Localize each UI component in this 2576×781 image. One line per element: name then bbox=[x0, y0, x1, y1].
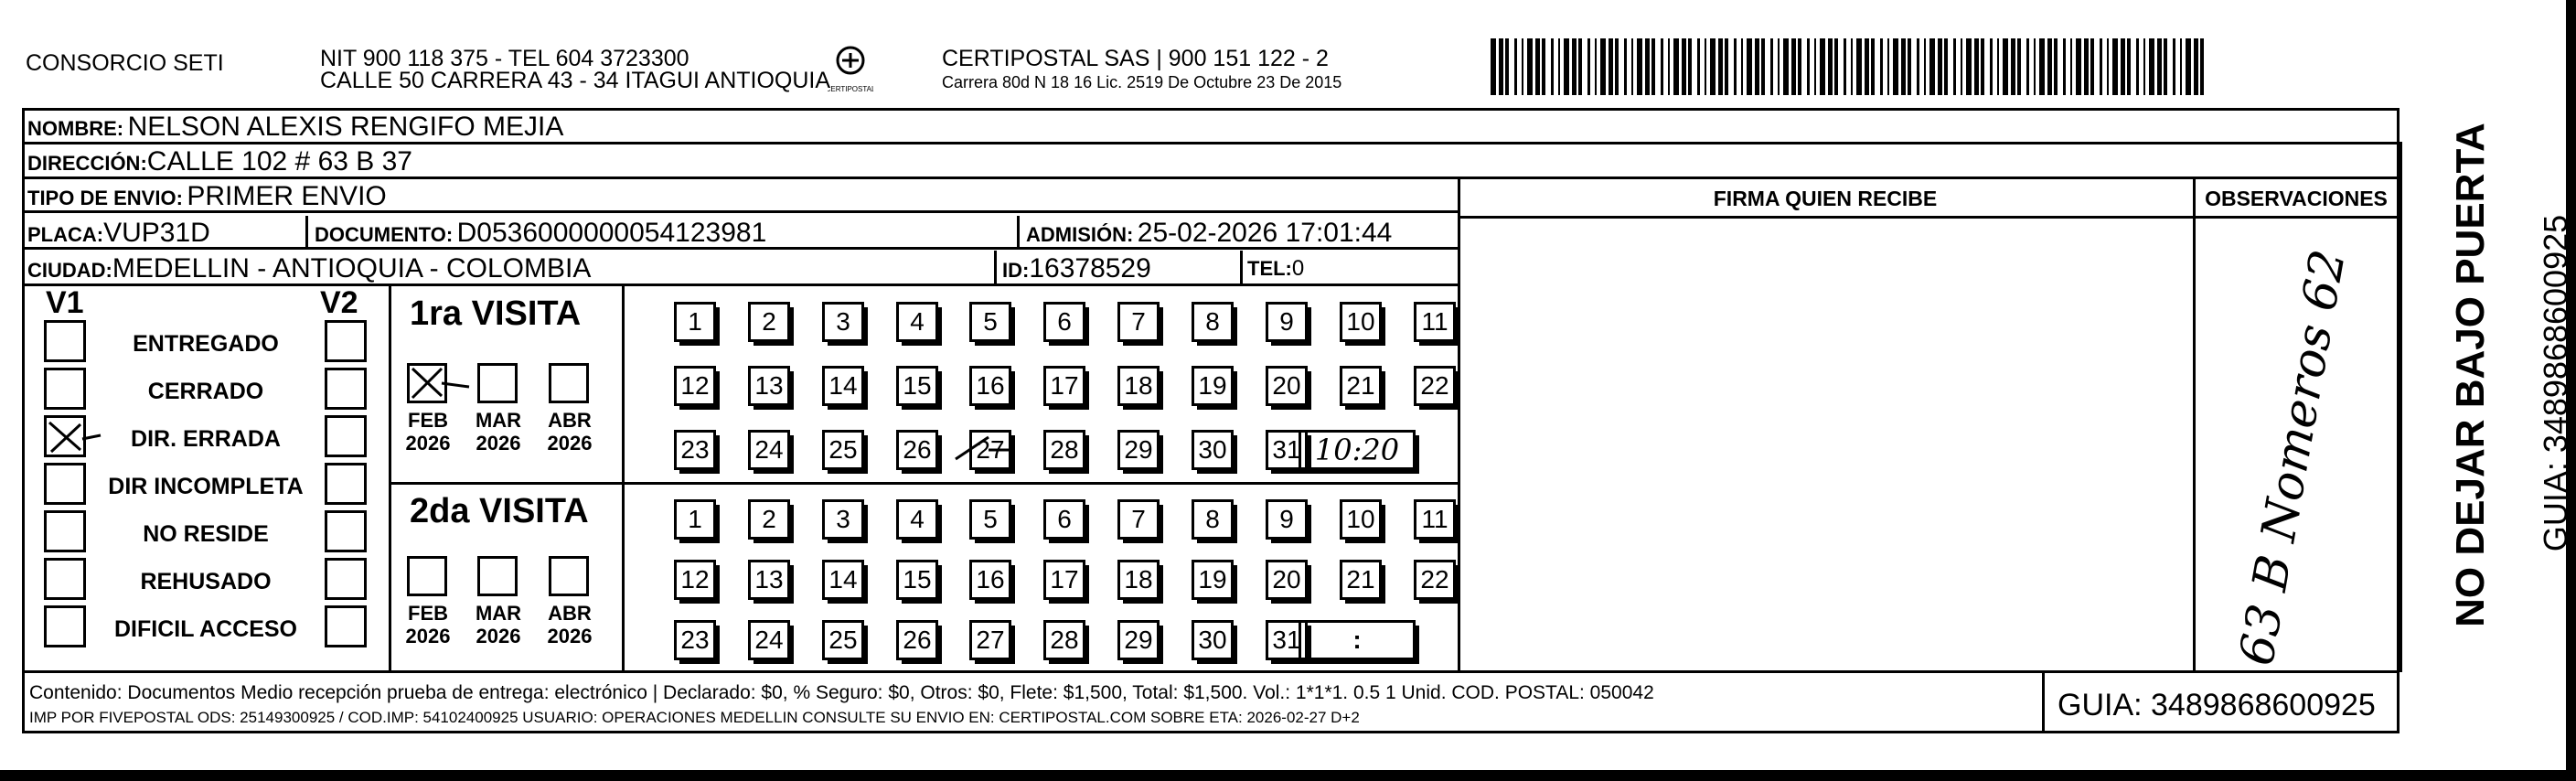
nombre-value: NELSON ALEXIS RENGIFO MEJIA bbox=[127, 112, 564, 142]
visit1-month-name: ABR bbox=[548, 409, 592, 432]
side-warning: NO DEJAR BAJO PUERTA bbox=[2448, 123, 2493, 627]
barcode-bar bbox=[2070, 38, 2072, 95]
visit1-month-year: 2026 bbox=[405, 432, 451, 455]
visit2-month-checkbox[interactable] bbox=[549, 556, 589, 596]
visit1-day-box[interactable]: 26 bbox=[896, 430, 938, 470]
barcode-bar bbox=[1908, 38, 1911, 95]
address-line: CALLE 50 CARRERA 43 - 34 ITAGUI ANTIOQUIA bbox=[320, 68, 831, 93]
visit1-day-box[interactable]: 21 bbox=[1340, 366, 1382, 406]
visit1-month-checkbox[interactable] bbox=[549, 363, 589, 403]
visit2-title: 2da VISITA bbox=[410, 492, 589, 530]
visit2-day-box[interactable]: 22 bbox=[1414, 560, 1456, 600]
barcode-bar bbox=[1778, 38, 1780, 95]
visit1-day-box[interactable]: 3 bbox=[822, 302, 864, 342]
visit2-day-box[interactable]: 17 bbox=[1043, 560, 1085, 600]
visit1-month-year: 2026 bbox=[476, 432, 521, 455]
barcode-bar bbox=[1705, 38, 1706, 95]
barcode-bar bbox=[1828, 38, 1833, 95]
visit1-day-box[interactable]: 18 bbox=[1117, 366, 1160, 406]
visit2-month-name: MAR bbox=[475, 602, 522, 625]
barcode-bar bbox=[1865, 38, 1869, 95]
v2-checkbox[interactable] bbox=[325, 320, 367, 362]
imp-text: IMP POR FIVEPOSTAL ODS: 25149300925 / COD.IMP: 54102400925 USUARIO: OPERACIONES MEDELLIN CONSULTE SU ENVIO EN: CERTIPOSTAL.COM SOBRE ETA: 2026-02-27 D+2 bbox=[29, 709, 1360, 726]
visit2-day-box[interactable]: 28 bbox=[1043, 620, 1085, 660]
license-line: Carrera 80d N 18 16 Lic. 2519 De Octubre 23 De 2015 bbox=[942, 73, 1342, 91]
visit1-day-box[interactable]: 1 bbox=[674, 302, 716, 342]
visit2-day-box[interactable]: 4 bbox=[896, 499, 938, 540]
visit2-day-box[interactable]: 23 bbox=[674, 620, 716, 660]
barcode-bar bbox=[1844, 38, 1846, 95]
visit2-month-checkbox[interactable] bbox=[407, 556, 447, 596]
ciudad-value: MEDELLIN - ANTIOQUIA - COLOMBIA bbox=[112, 253, 592, 284]
barcode-bar bbox=[1851, 38, 1853, 95]
visit2-day-box[interactable]: 10 bbox=[1340, 499, 1382, 540]
nit-line: NIT 900 118 375 - TEL 604 3723300 bbox=[320, 46, 689, 71]
v2-checkbox[interactable] bbox=[325, 463, 367, 505]
visit1-day-box[interactable]: 16 bbox=[969, 366, 1011, 406]
visit1-day-box[interactable]: 29 bbox=[1117, 430, 1160, 470]
visit2-day-box[interactable]: 16 bbox=[969, 560, 1011, 600]
visit2-day-box[interactable]: 11 bbox=[1414, 499, 1456, 540]
barcode-bar bbox=[1834, 38, 1838, 95]
barcode-bar bbox=[2090, 38, 2094, 95]
visit2-day-box[interactable]: 31 bbox=[1266, 620, 1308, 660]
status-right-line bbox=[389, 284, 391, 672]
barcode-bar bbox=[1798, 38, 1801, 95]
status-option-label: ENTREGADO bbox=[133, 331, 279, 357]
barcode-bar bbox=[2047, 38, 2052, 95]
company-name: CONSORCIO SETI bbox=[26, 50, 224, 76]
barcode-bar bbox=[1564, 38, 1569, 95]
tel-value: 0 bbox=[1291, 256, 1305, 281]
visit1-month-checkbox[interactable] bbox=[477, 363, 518, 403]
barcode-bar bbox=[1741, 38, 1743, 95]
barcode-bar bbox=[1624, 38, 1627, 95]
observaciones-left-line bbox=[2193, 177, 2196, 670]
observaciones-area bbox=[2207, 245, 2372, 670]
barcode-bar bbox=[2063, 38, 2066, 95]
visit1-day-box[interactable]: 12 bbox=[674, 366, 716, 406]
barcode-bar bbox=[1600, 38, 1606, 95]
admision-value: 25-02-2026 17:01:44 bbox=[1137, 218, 1393, 248]
barcode-bar bbox=[1499, 38, 1503, 95]
barcode-bar bbox=[1807, 38, 1810, 95]
visit1-month-name: FEB bbox=[408, 409, 448, 432]
visit2-day-box[interactable]: 13 bbox=[748, 560, 790, 600]
checkmark-x-icon bbox=[48, 419, 102, 455]
status-option-label: DIR INCOMPLETA bbox=[108, 474, 304, 499]
barcode-bar bbox=[1673, 38, 1679, 95]
visit2-month-year: 2026 bbox=[476, 625, 521, 647]
v1-checkbox[interactable] bbox=[44, 463, 86, 505]
visit2-day-box[interactable]: 30 bbox=[1192, 620, 1234, 660]
barcode-bar bbox=[1938, 38, 1942, 95]
visit2-day-box[interactable]: 19 bbox=[1192, 560, 1234, 600]
barcode-bar bbox=[1558, 38, 1560, 95]
barcode-bar bbox=[1747, 38, 1752, 95]
v2-label: V2 bbox=[320, 285, 358, 320]
barcode-bar bbox=[1542, 38, 1545, 95]
row-line bbox=[1458, 216, 2400, 219]
tel-label: TEL: bbox=[1247, 257, 1292, 280]
barcode-bar bbox=[2054, 38, 2058, 95]
v1-checkbox[interactable] bbox=[44, 605, 86, 647]
barcode-bar bbox=[1871, 38, 1875, 95]
barcode-bar bbox=[2039, 38, 2045, 95]
visit2-month-year: 2026 bbox=[547, 625, 593, 647]
barcode-bar bbox=[2157, 38, 2162, 95]
visit2-day-box[interactable]: 27 bbox=[969, 620, 1011, 660]
barcode-bar bbox=[2180, 38, 2182, 95]
visit2-day-box[interactable]: 12 bbox=[674, 560, 716, 600]
barcode-bar bbox=[1572, 38, 1577, 95]
barcode-bar bbox=[1734, 38, 1737, 95]
barcode-bar bbox=[2164, 38, 2167, 95]
visit2-day-box[interactable]: 8 bbox=[1192, 499, 1234, 540]
visit2-day-box[interactable]: 2 bbox=[748, 499, 790, 540]
visit2-day-box[interactable]: 18 bbox=[1117, 560, 1160, 600]
placa-label: PLACA: bbox=[27, 223, 104, 246]
documento-value: D0536000000054123981 bbox=[456, 218, 767, 248]
certipostal-logo bbox=[828, 44, 873, 97]
visit1-time-box[interactable] bbox=[1299, 430, 1416, 470]
barcode-bar bbox=[2026, 38, 2029, 95]
tipo-value: PRIMER ENVIO bbox=[187, 181, 387, 211]
status-option-label: DIR. ERRADA bbox=[131, 426, 281, 452]
barcode-bar bbox=[1697, 38, 1700, 95]
barcode-bar bbox=[2011, 38, 2015, 95]
id-divider bbox=[994, 251, 997, 284]
visit2-month-year: 2026 bbox=[405, 625, 451, 647]
bottom-band bbox=[0, 770, 2576, 781]
side-panel bbox=[2407, 110, 2574, 649]
visit2-day-box[interactable]: 7 bbox=[1117, 499, 1160, 540]
v1-label: V1 bbox=[46, 285, 84, 320]
visit1-day-box[interactable]: 6 bbox=[1043, 302, 1085, 342]
side-guia: GUIA: 3489868600925 bbox=[2537, 214, 2574, 552]
visit2-day-box[interactable]: 1 bbox=[674, 499, 716, 540]
status-option-label: DIFICIL ACCESO bbox=[113, 616, 297, 642]
barcode-bar bbox=[1682, 38, 1686, 95]
nombre-label: NOMBRE: bbox=[27, 117, 124, 140]
visit1-day-box[interactable]: 11 bbox=[1414, 302, 1456, 342]
barcode-bar bbox=[1637, 38, 1642, 95]
barcode-bar bbox=[1966, 38, 1972, 95]
v2-checkbox[interactable] bbox=[325, 510, 367, 552]
barcode-bar bbox=[1893, 38, 1898, 95]
certipostal-line: CERTIPOSTAL SAS | 900 151 122 - 2 bbox=[942, 46, 1329, 71]
barcode bbox=[1491, 38, 2213, 95]
barcode-bar bbox=[1981, 38, 1984, 95]
time-placeholder: : bbox=[1352, 626, 1362, 654]
barcode-bar bbox=[1974, 38, 1979, 95]
status-option-label: NO RESIDE bbox=[143, 521, 269, 547]
observaciones-right-line bbox=[2400, 142, 2402, 672]
visit2-month-name: ABR bbox=[548, 602, 592, 625]
v1-checkbox[interactable] bbox=[44, 320, 86, 362]
status-option-label: REHUSADO bbox=[140, 569, 272, 594]
visit2-month-name: FEB bbox=[408, 602, 448, 625]
barcode-bar bbox=[1522, 38, 1523, 95]
placa-value: VUP31D bbox=[103, 218, 210, 248]
visit1-month-name: MAR bbox=[475, 409, 522, 432]
tel-divider bbox=[1240, 251, 1243, 284]
visit1-day-box[interactable]: 7 bbox=[1117, 302, 1160, 342]
barcode-bar bbox=[2017, 38, 2021, 95]
barcode-bar bbox=[2084, 38, 2089, 95]
id-value: 16378529 bbox=[1029, 253, 1151, 284]
visit1-day-box[interactable]: 2 bbox=[748, 302, 790, 342]
visit1-day-box[interactable]: 27 bbox=[969, 430, 1011, 470]
v1-checkbox[interactable] bbox=[44, 510, 86, 552]
barcode-bar bbox=[1944, 38, 1948, 95]
visit1-day-box[interactable]: 8 bbox=[1192, 302, 1234, 342]
barcode-bar bbox=[1761, 38, 1765, 95]
barcode-bar bbox=[1668, 38, 1670, 95]
barcode-bar bbox=[1924, 38, 1926, 95]
barcode-bar bbox=[1929, 38, 1935, 95]
visit-divider bbox=[622, 284, 625, 672]
handwritten-observation: 63 B Nomeros 62 bbox=[2229, 245, 2357, 670]
barcode-bar bbox=[1961, 38, 1962, 95]
barcode-bar bbox=[1527, 38, 1533, 95]
visit1-day-box[interactable]: 5 bbox=[969, 302, 1011, 342]
v2-checkbox[interactable] bbox=[325, 558, 367, 600]
visit1-day-box[interactable]: 9 bbox=[1266, 302, 1308, 342]
barcode-bar bbox=[1595, 38, 1597, 95]
barcode-bar bbox=[1578, 38, 1582, 95]
signature-area[interactable] bbox=[1463, 221, 2187, 668]
visit1-title: 1ra VISITA bbox=[410, 294, 582, 333]
barcode-bar bbox=[1990, 38, 1993, 95]
visit2-day-box[interactable]: 9 bbox=[1266, 499, 1308, 540]
ciudad-label: CIUDAD: bbox=[27, 259, 112, 282]
barcode-bar bbox=[1491, 38, 1496, 95]
barcode-bar bbox=[1725, 38, 1728, 95]
v2-checkbox[interactable] bbox=[325, 415, 367, 457]
visit2-day-box[interactable]: 5 bbox=[969, 499, 1011, 540]
barcode-bar bbox=[2173, 38, 2175, 95]
barcode-bar bbox=[2100, 38, 2102, 95]
barcode-bar bbox=[1631, 38, 1633, 95]
barcode-bar bbox=[1770, 38, 1773, 95]
barcode-bar bbox=[2127, 38, 2131, 95]
visit2-day-box[interactable]: 21 bbox=[1340, 560, 1382, 600]
visit-separator bbox=[389, 482, 1458, 485]
visit1-day-box[interactable]: 14 bbox=[822, 366, 864, 406]
visit1-day-box[interactable]: 30 bbox=[1192, 430, 1234, 470]
documento-label: DOCUMENTO: bbox=[315, 223, 454, 246]
barcode-bar bbox=[1551, 38, 1554, 95]
barcode-bar bbox=[1514, 38, 1517, 95]
barcode-bar bbox=[2076, 38, 2081, 95]
guia-footer: GUIA: 3489868600925 bbox=[2058, 688, 2376, 722]
barcode-bar bbox=[1505, 38, 1509, 95]
barcode-bar bbox=[1587, 38, 1590, 95]
visit1-day-box[interactable]: 10 bbox=[1340, 302, 1382, 342]
barcode-bar bbox=[1953, 38, 1956, 95]
handwritten-time: 10:20 bbox=[1314, 433, 1400, 467]
barcode-bar bbox=[2194, 38, 2198, 95]
barcode-bar bbox=[2200, 38, 2204, 95]
barcode-bar bbox=[1917, 38, 1919, 95]
visit2-day-box[interactable]: 3 bbox=[822, 499, 864, 540]
visit1-day-box[interactable]: 31 bbox=[1266, 430, 1308, 470]
barcode-bar bbox=[1710, 38, 1716, 95]
visit1-day-box[interactable]: 22 bbox=[1414, 366, 1456, 406]
v1-checkbox[interactable] bbox=[44, 558, 86, 600]
barcode-bar bbox=[2143, 38, 2145, 95]
barcode-bar bbox=[1535, 38, 1540, 95]
barcode-bar bbox=[1688, 38, 1692, 95]
v1-checkbox[interactable] bbox=[44, 368, 86, 410]
signature-header: FIRMA QUIEN RECIBE bbox=[1713, 187, 1938, 210]
v2-checkbox[interactable] bbox=[325, 368, 367, 410]
contenido-text: Contenido: Documentos Medio recepción prueba de entrega: electrónico | Declarado: $0, % Seguro: $0, Otros: $0, Flete: $1,500, Total: $1,500. Vol.: 1*1*1. 0.5 1 Unid. COD. POSTAL: 050042 bbox=[29, 682, 1654, 703]
barcode-bar bbox=[2034, 38, 2036, 95]
v2-checkbox[interactable] bbox=[325, 605, 367, 647]
visit1-day-box[interactable]: 19 bbox=[1192, 366, 1234, 406]
barcode-bar bbox=[1755, 38, 1759, 95]
admision-divider bbox=[1017, 216, 1020, 247]
visit1-day-box[interactable]: 25 bbox=[822, 430, 864, 470]
barcode-bar bbox=[1997, 38, 1999, 95]
visit2-time-box[interactable] bbox=[1299, 620, 1416, 660]
barcode-bar bbox=[2112, 38, 2118, 95]
visit1-day-box[interactable]: 4 bbox=[896, 302, 938, 342]
barcode-bar bbox=[1856, 38, 1862, 95]
visit2-month-checkbox[interactable] bbox=[477, 556, 518, 596]
barcode-bar bbox=[1661, 38, 1663, 95]
visit2-day-box[interactable]: 29 bbox=[1117, 620, 1160, 660]
barcode-bar bbox=[1901, 38, 1906, 95]
barcode-bar bbox=[1814, 38, 1816, 95]
visit2-day-box[interactable]: 25 bbox=[822, 620, 864, 660]
barcode-bar bbox=[2107, 38, 2109, 95]
observaciones-header: OBSERVACIONES bbox=[2205, 187, 2388, 210]
barcode-bar bbox=[2003, 38, 2008, 95]
barcode-bar bbox=[1651, 38, 1655, 95]
barcode-bar bbox=[1791, 38, 1796, 95]
visit1-day-box[interactable]: 23 bbox=[674, 430, 716, 470]
direccion-value: CALLE 102 # 63 B 37 bbox=[146, 146, 412, 177]
signature-left-line bbox=[1458, 177, 1460, 670]
barcode-bar bbox=[1880, 38, 1883, 95]
visit1-day-box[interactable]: 15 bbox=[896, 366, 938, 406]
barcode-bar bbox=[1887, 38, 1889, 95]
barcode-bar bbox=[1615, 38, 1619, 95]
admision-label: ADMISIÓN: bbox=[1026, 223, 1134, 246]
visit2-day-box[interactable]: 6 bbox=[1043, 499, 1085, 540]
tipo-label: TIPO DE ENVIO: bbox=[27, 187, 183, 209]
visit2-day-box[interactable]: 15 bbox=[896, 560, 938, 600]
visit2-day-box[interactable]: 14 bbox=[822, 560, 864, 600]
visit1-day-box[interactable]: 13 bbox=[748, 366, 790, 406]
strike-27-icon bbox=[952, 432, 1016, 468]
visit1-day-box[interactable]: 24 bbox=[748, 430, 790, 470]
footer-divider bbox=[2042, 670, 2045, 733]
visit2-day-box[interactable]: 26 bbox=[896, 620, 938, 660]
visit1-day-box[interactable]: 28 bbox=[1043, 430, 1085, 470]
visit1-month-year: 2026 bbox=[547, 432, 593, 455]
barcode-bar bbox=[1718, 38, 1723, 95]
barcode-bar bbox=[2186, 38, 2191, 95]
visit1-day-box[interactable]: 20 bbox=[1266, 366, 1308, 406]
visit2-day-box[interactable]: 20 bbox=[1266, 560, 1308, 600]
barcode-bar bbox=[1645, 38, 1650, 95]
barcode-bar bbox=[1609, 38, 1613, 95]
barcode-bar bbox=[1820, 38, 1825, 95]
barcode-bar bbox=[2149, 38, 2154, 95]
status-option-label: CERRADO bbox=[147, 379, 264, 404]
barcode-bar bbox=[1783, 38, 1789, 95]
placa-divider bbox=[305, 216, 308, 247]
logo-text: CERTIPOSTAL bbox=[828, 85, 873, 93]
direccion-label: DIRECCIÓN: bbox=[27, 152, 147, 175]
barcode-bar bbox=[2136, 38, 2139, 95]
visit2-day-box[interactable]: 24 bbox=[748, 620, 790, 660]
checkmark-x-icon bbox=[411, 365, 475, 401]
barcode-bar bbox=[2121, 38, 2125, 95]
id-label: ID: bbox=[1002, 259, 1030, 282]
visit1-day-box[interactable]: 17 bbox=[1043, 366, 1085, 406]
